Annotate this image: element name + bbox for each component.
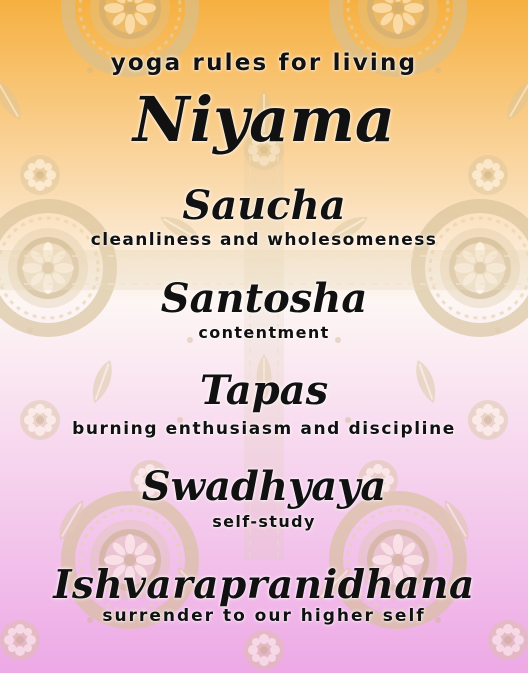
niyama-name-swadhyaya: Swadhyaya <box>141 463 387 510</box>
niyama-description-tapas: burning enthusiasm and discipline <box>72 419 456 439</box>
niyama-name-ishvarapranidhana: Ishvarapranidhana <box>53 562 475 608</box>
niyama-name-saucha: Saucha <box>182 182 346 229</box>
poster-title: Niyama <box>132 83 396 156</box>
niyama-description-swadhyaya: self-study <box>212 512 316 531</box>
poster-subtitle: yoga rules for living <box>110 50 418 76</box>
niyama-name-santosha: Santosha <box>160 275 368 322</box>
niyama-description-ishvarapranidhana: surrender to our higher self <box>102 606 426 626</box>
niyama-description-santosha: contentment <box>198 323 330 342</box>
niyama-name-tapas: Tapas <box>199 367 329 414</box>
niyama-description-saucha: cleanliness and wholesomeness <box>90 230 438 250</box>
